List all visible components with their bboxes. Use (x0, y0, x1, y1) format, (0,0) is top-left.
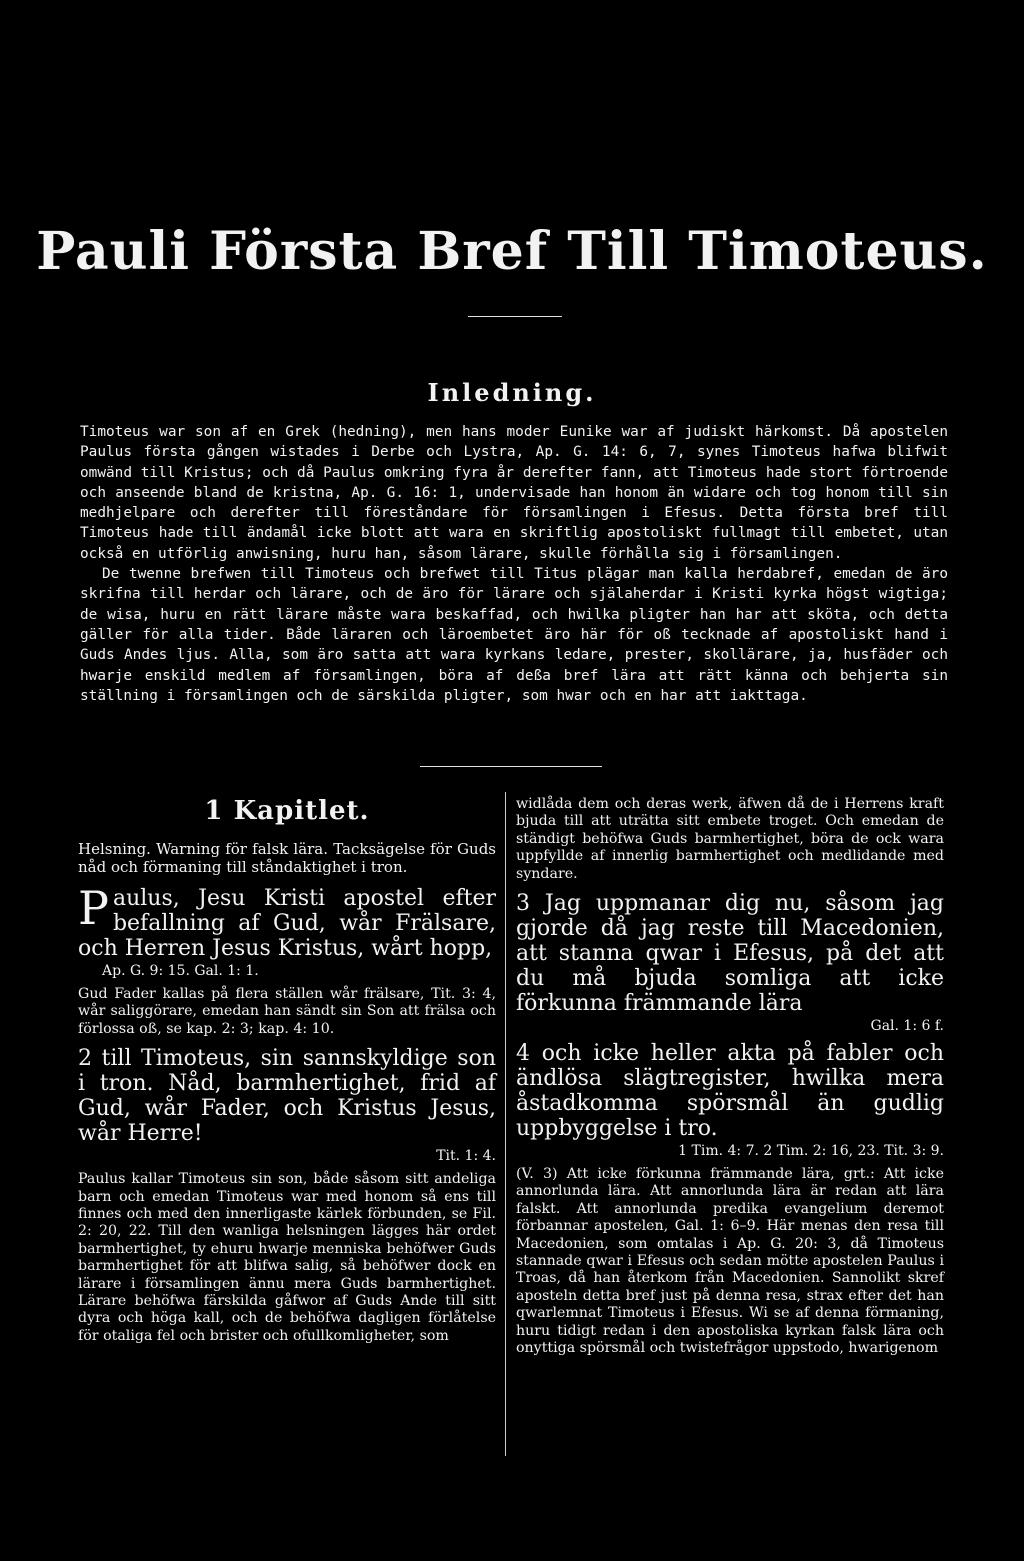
verse-2-reference: Tit. 1: 4. (436, 1148, 496, 1165)
intro-paragraph-1: Timoteus war son af en Grek (hedning), men hans moder Eunike war af judiskt härkomst. Då apostelen Paulus första gången wistades i Derbe och Lystra, Ap. G. 14: 6, 7, synes Timoteus hafwa blifwit omwänd till Kristus; och då Paulus omkring fyra år derefter fann, att Timoteus hade stort förtroende och anseende bland de kristna, Ap. G. 16: 1, undervisade han honom än widare och tog honom till sin medhjelpare och derefter till föreståndare för församlingen i Efesus. Detta första bref till Timoteus hade till ändamål icke blott att wara en skriftlig apostoliskt fullmagt till embetet, utan också en utförlig anwisning, huru han, såsom lärare, skulle förhålla sig i församlingen. (80, 424, 948, 562)
verse-3-reference: Gal. 1: 6 f. (870, 1018, 944, 1035)
note-continued: widlåda dem och deras werk, äfwen då de i Herrens kraft bjuda till att uträtta sitt embete troget. Och emedan de ständigt behöfwa Guds barmhertighet, böra de ock wara uppfyllde af innerlig barmhertighet och medlidande med syndare. (516, 796, 944, 882)
verse-1 (78, 881, 496, 961)
note-1: Gud Fader kallas på flera ställen wår frälsare, Tit. 3: 4, wår saliggörare, emedan han sändt sin Son att frälsa och förlossa oß, se kap. 2: 3; kap. 4: 10. (78, 986, 496, 1037)
drop-cap: P (78, 881, 109, 935)
column-divider (505, 792, 506, 1456)
verse-1-text: aulus, Jesu Kristi apostel efter befallning af Gud, wår Frälsare, och Herren Jesus Kristus, wårt hopp, (78, 886, 496, 961)
verse-4: 4 och icke heller akta på fabler och ändlösa slägtregister, hwilka mera åstadkomma spörsmål än gudlig uppbyggelse i tro. (516, 1041, 944, 1142)
left-column (78, 796, 496, 1353)
verse-2: 2 till Timoteus, sin sannskyldige son i tron. Nåd, barmhertighet, frid af Gud, wår Fader, och Kristus Jesus, wår Herre! (78, 1046, 496, 1147)
verse-1-reference: Ap. G. 9: 15. Gal. 1: 1. (102, 963, 259, 979)
intro-paragraph-2: De twenne brefwen till Timoteus och brefwet till Titus plägar man kalla herdabref, emedan de äro skrifna till herdar och lärare, och de äro för lärare och själaherdar i Kristi kyrka högst wigtiga; de wisa, huru en rätt lärare måste wara beskaffad, och hwilka pligter han har att sköta, och detta gäller för alla tider. Både läraren och läroembetet äro här för oß tecknade af apostoliskt hand i Guds Andes ljus. Alla, som äro satta att wara kyrkans ledare, prester, skollärare, ja, husfäder och hwarje enskild medlem af församlingen, böra af deßa bref lära att rätt känna och behjerta sin ställning i församlingen och de särskilda pligter, som hwar och en har att iakttaga. (80, 566, 948, 704)
right-column (516, 796, 944, 1366)
chapter-summary: Helsning. Warning för falsk lära. Tacksägelse för Guds nåd och förmaning till ståndaktighet i tron. (78, 840, 496, 876)
title-divider (468, 316, 562, 317)
note-2: Paulus kallar Timoteus sin son, både såsom sitt andeliga barn och emedan Timoteus war med honom så ens till finnes och med den innerligaste kärlek förbunden, se Fil. 2: 20, 22. Till den wanliga helsningen lägges här ordet barmhertighet, ty ehuru hwarje menniska behöfwer Guds barmhertighet för att blifwa salig, så behöfwer dock en lärare i församlingen ännu mera Guds barmhertighet. Lärare behöfwa färskilda gåfwor af Guds Ande till sitt dyra och höga kall, och de behöfwa dagligen förlåtelse för otaliga fel och brister och ofullkomligheter, som (78, 1171, 496, 1344)
section-divider (420, 766, 602, 767)
page-title: Pauli Första Bref Till Timoteus. (36, 221, 988, 282)
note-3-4: (V. 3) Att icke förkunna främmande lära, grt.: Att icke annorlunda lära. Att annorlunda lära är redan att lära falskt. Att annorlunda predika evangelium deremot förbannar apostelen, Gal. 1: 6–9. Här menas den resa till Macedonien, som omtalas i Ap. G. 20: 3, då Timoteus stannade qwar i Efesus och sedan mötte apostelen Paulus i Troas, då han återkom från Macedonien. Sannolikt skref aposteln detta bref just på denna resa, strax efter det han qwarlemnat Timoteus i Efesus. Wi se af denna förmaning, huru tidigt redan i den apostoliska kyrkan falsk lära och onyttiga spörsmål och twistefrågor uppstodo, hwarigenom (516, 1166, 944, 1357)
verse-4-reference: 1 Tim. 4: 7. 2 Tim. 2: 16, 23. Tit. 3: 9. (678, 1143, 944, 1160)
verse-3: 3 Jag uppmanar dig nu, såsom jag gjorde då jag reste till Macedonien, att stanna qwar i Efesus, på det att du må bjuda somliga att icke förkunna främmande lära (516, 891, 944, 1017)
chapter-title: 1 Kapitlet. (204, 796, 370, 826)
introduction (80, 422, 948, 706)
intro-heading: Inledning. (427, 378, 597, 407)
